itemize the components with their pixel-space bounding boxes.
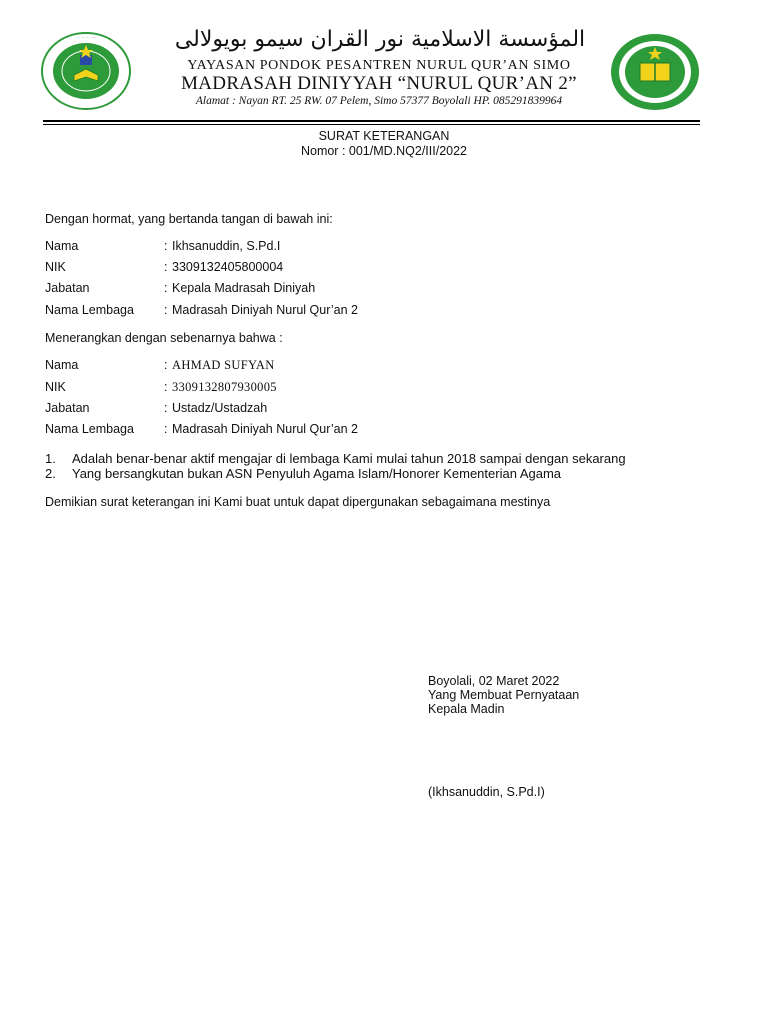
field-label: Nama [45, 358, 79, 372]
document-title: SURAT KETERANGAN [318, 129, 450, 143]
list-text: Yang bersangkutan bukan ASN Penyuluh Agama Islam/Honorer Kementerian Agama [72, 466, 562, 481]
field-separator: : [164, 260, 168, 274]
list-number: 2. [45, 466, 56, 481]
signature-place-date: Boyolali, 02 Maret 2022 [428, 674, 560, 688]
list-number: 1. [45, 451, 56, 466]
field-label: Jabatan [45, 281, 90, 295]
list-text: Adalah benar-benar aktif mengajar di lembaga Kami mulai tahun 2018 sampai dengan sekarang [72, 451, 626, 466]
statement: Menerangkan dengan sebenarnya bahwa : [45, 331, 283, 345]
field-label: Nama Lembaga [45, 303, 134, 317]
field-label: Nama Lembaga [45, 422, 134, 436]
field-label: Nama [45, 239, 79, 253]
field-value: Madrasah Diniyah Nurul Qur’an 2 [172, 303, 358, 317]
madrasah-name: MADRASAH DINIYYAH “NURUL QUR’AN 2” [181, 73, 577, 94]
field-separator: : [164, 281, 168, 295]
field-separator: : [164, 380, 168, 394]
field-separator: : [164, 239, 168, 253]
letterhead [0, 0, 768, 124]
field-separator: : [164, 358, 168, 372]
field-separator: : [164, 303, 168, 317]
greeting: Dengan hormat, yang bertanda tangan di bawah ini: [45, 212, 333, 226]
document-number: Nomor : 001/MD.NQ2/III/2022 [300, 144, 468, 158]
field-value: Madrasah Diniyah Nurul Qur’an 2 [172, 422, 358, 436]
field-value: Ustadz/Ustadzah [172, 401, 268, 415]
address-line: Alamat : Nayan RT. 25 RW. 07 Pelem, Simo 57377 Boyolali HP. 085291839964 [195, 95, 563, 107]
arabic-title: المؤسسة الاسلامية نور القران سيمو بويولالى [174, 27, 586, 52]
header-divider-thick [43, 120, 700, 122]
field-value: Ikhsanuddin, S.Pd.I [172, 239, 281, 253]
field-label: NIK [45, 380, 66, 394]
field-value: 3309132807930005 [172, 380, 277, 394]
signature-role: Yang Membuat Pernyataan [428, 688, 580, 702]
field-label: Jabatan [45, 401, 90, 415]
field-separator: : [164, 422, 168, 436]
field-label: NIK [45, 260, 66, 274]
field-value: 3309132405800004 [172, 260, 284, 274]
field-value: Kepala Madrasah Diniyah [172, 281, 316, 295]
signature-name: (Ikhsanuddin, S.Pd.I) [428, 785, 545, 799]
yayasan-logo [40, 31, 132, 111]
field-separator: : [164, 401, 168, 415]
foundation-name: YAYASAN PONDOK PESANTREN NURUL QUR’AN SIMO [187, 58, 571, 73]
svg-text:· · · · · · · ·: · · · · · · · · [76, 35, 96, 40]
field-value: AHMAD SUFYAN [172, 358, 275, 372]
signature-position: Kepala Madin [428, 702, 505, 716]
header-divider-thin [43, 124, 700, 125]
closing-statement: Demikian surat keterangan ini Kami buat untuk dapat dipergunakan sebagaimana mestinya [45, 495, 551, 509]
madrasah-logo [610, 33, 700, 111]
